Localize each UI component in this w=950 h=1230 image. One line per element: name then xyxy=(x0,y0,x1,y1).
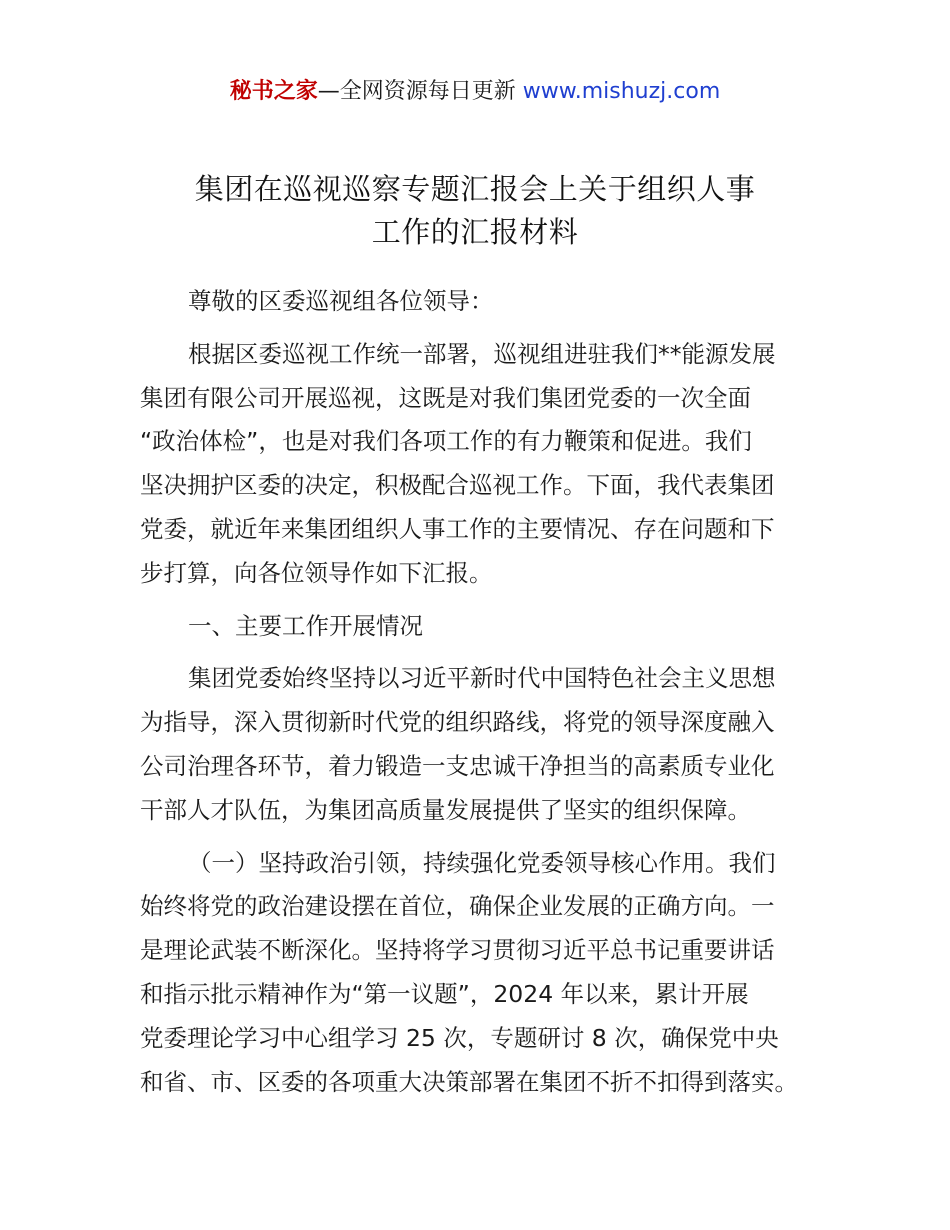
document-title xyxy=(120,168,830,254)
paragraph-line: 党委，就近年来集团组织人事工作的主要情况、存在问题和下 xyxy=(140,514,775,543)
section-heading: 一、主要工作开展情况 xyxy=(188,611,423,640)
paragraph-line: 和指示批示精神作为“第一议题”，2024 年以来，累计开展 xyxy=(140,979,749,1008)
paragraph-line: 集团有限公司开展巡视，这既是对我们集团党委的一次全面 xyxy=(140,383,751,412)
paragraph-line: 干部人才队伍，为集团高质量发展提供了坚实的组织保障。 xyxy=(140,795,751,824)
paragraph-line: 是理论武装不断深化。坚持将学习贯彻习近平总书记重要讲话 xyxy=(140,936,775,965)
title-line-1: 集团在巡视巡察专题汇报会上关于组织人事 xyxy=(194,172,756,206)
brand-name: 秘书之家 xyxy=(229,79,318,104)
paragraph-intro xyxy=(140,333,830,596)
paragraph-political-leadership xyxy=(140,842,830,1105)
title-line-2: 工作的汇报材料 xyxy=(371,215,579,249)
site-url-link[interactable]: www.mishuzj.com xyxy=(522,79,721,104)
document-body xyxy=(140,280,830,1104)
paragraph-line: 党委理论学习中心组学习 25 次，专题研讨 8 次，确保党中央 xyxy=(140,1023,779,1052)
paragraph-line: 集团党委始终坚持以习近平新时代中国特色社会主义思想 xyxy=(188,664,776,693)
paragraph-line: 公司治理各环节，着力锻造一支忠诚干净担当的高素质专业化 xyxy=(140,751,775,780)
site-header xyxy=(0,76,950,108)
paragraph-line: 坚决拥护区委的决定，积极配合巡视工作。下面，我代表集团 xyxy=(140,471,775,500)
paragraph-line: 为指导，深入贯彻新时代党的组织路线，将党的领导深度融入 xyxy=(140,708,775,737)
salutation: 尊敬的区委巡视组各位领导： xyxy=(188,287,494,315)
paragraph-line: 根据区委巡视工作统一部署，巡视组进驻我们**能源发展 xyxy=(188,339,776,368)
paragraph-line: 始终将党的政治建设摆在首位，确保企业发展的正确方向。一 xyxy=(140,892,775,921)
paragraph-line: 步打算，向各位领导作如下汇报。 xyxy=(140,558,493,587)
paragraph-overview xyxy=(140,657,830,832)
paragraph-line: 和省、市、区委的各项重大决策部署在集团不折不扣得到落实。 xyxy=(140,1067,798,1096)
paragraph-line: （一）坚持政治引领，持续强化党委领导核心作用。我们 xyxy=(188,848,776,877)
header-tagline: —全网资源每日更新 xyxy=(317,79,523,104)
paragraph-line: “政治体检”，也是对我们各项工作的有力鞭策和促进。我们 xyxy=(140,427,752,456)
